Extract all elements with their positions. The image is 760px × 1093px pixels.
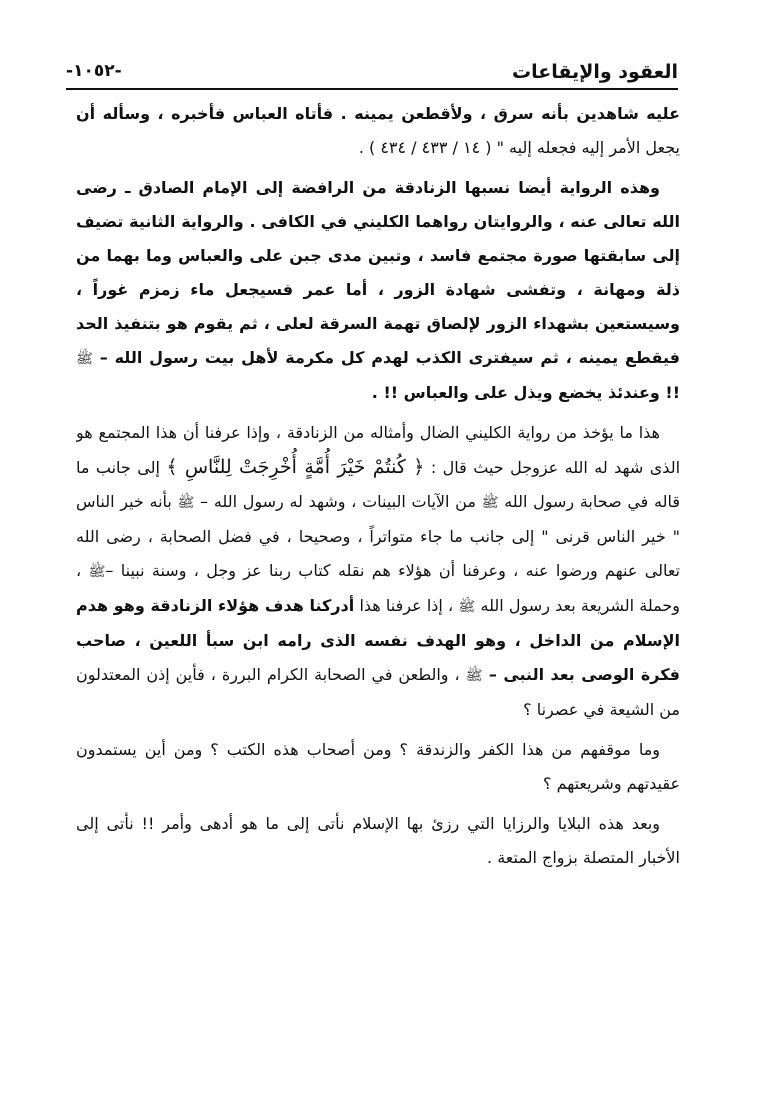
header-rule — [66, 88, 678, 90]
text-run: إلى جانب ما قاله في صحابة رسول الله — [76, 458, 680, 511]
text-run: من الآيات البينات ، وشهد له رسول الله – — [194, 492, 482, 511]
text-run: وما موقفهم من هذا الكفر والزندقة ؟ ومن أصحاب هذه الكتب ؟ ومن أين يستمدون عقيدتهم وشريعتهم ؟ — [76, 740, 680, 793]
honorific-glyph: ﷺ — [465, 668, 483, 684]
paragraph-4 — [76, 733, 680, 801]
text-run: بأنه خير الناس " خير الناس قرنى " إلى جانب ما جاء متواتراً ، وصحيحا ، في فضل الصحابة ، رضى الله تعالى عنهم ورضوا عنه ، وعرفنا أن هؤلاء هم نقله كتاب ربنا عز وجل ، وسنة نبينا – — [76, 492, 680, 580]
text-run: ، والطعن في الصحابة الكرام البررة ، فأين إذن المعتدلون من الشيعة في عصرنا ؟ — [76, 665, 680, 719]
honorific-glyph: ﷺ — [481, 495, 499, 511]
text-run: أدركنا هدف هؤلاء الزنادقة وهو هدم الإسلام من الداخل ، وهو الهدف نفسه الذى رامه ابن سبأ اللعين ، صاحب فكرة الوصى بعد النبى – — [76, 596, 680, 684]
running-title: العقود والإيقاعات — [512, 61, 678, 83]
text-run: ، إذا عرفنا هذا — [354, 596, 459, 615]
paragraph-3 — [76, 416, 680, 727]
paragraph-1 — [76, 97, 680, 165]
honorific-glyph: ﷺ — [177, 495, 195, 511]
text-run: هذا ما يؤخذ من رواية الكليني الضال وأمثاله من الزنادقة ، وإذا عرفنا أن هذا المجتمع هو الذى شهد له الله عزوجل حيث قال : — [76, 423, 680, 477]
running-header — [66, 58, 678, 88]
honorific-glyph: ﷺ — [458, 599, 476, 615]
text-run: وهذه الرواية أيضا نسبها الزنادقة من الرافضة إلى الإمام الصادق ـ رضى الله تعالى عنه ، والروايتان رواهما الكليني في الكافى . والرواية الثانية تضيف إلى سابقتها صورة مجتمع فاسد ، وتبين مدى جبن على والعباس وما بهما من ذلة ومهانة ، وتفشى شهادة الزور ، أما عمر فسيجعل ماء زمزم غوراً ، وسيستعين بشهداء الزور لإلصاق تهمة السرقة لعلى ، ثم يقوم هو بتنفيذ الحد فيقطع يمينه ، ثم سيفترى الكذب لهدم كل مكرمة لأهل بيت رسول الله – — [76, 178, 680, 367]
text-run: !! وعندئذ يخضع ويذل على والعباس !! . — [371, 383, 680, 402]
text-run: يجعل الأمر إليه فجعله إليه " ( ١٤ / ٤٣٣ / ٤٣٤ ) . — [358, 138, 680, 157]
text-run: عليه شاهدين بأنه سرق ، ولأقطعن يمينه . فأتاه العباس فأخبره ، وسأله أن — [76, 104, 680, 123]
honorific-glyph: ﷺ — [88, 564, 106, 580]
quran-verse: ﴿ كُنتُمْ خَيْرَ أُمَّةٍ أُخْرِجَتْ لِلنَّاسِ ﴾ — [166, 456, 425, 478]
paragraph-5 — [76, 807, 680, 875]
honorific-glyph: ﷺ — [76, 351, 93, 367]
paragraph-2 — [76, 171, 680, 410]
text-run: ، وحملة الشريعة بعد رسول الله — [76, 561, 680, 615]
text-body — [76, 97, 680, 1057]
page-number: -١٠٥٢- — [66, 61, 122, 81]
text-run: وبعد هذه البلايا والرزايا التي رزئ بها الإسلام نأتى إلى ما هو أدهى وأمر !! نأتى إلى الأخبار المتصلة بزواج المتعة . — [76, 814, 680, 867]
